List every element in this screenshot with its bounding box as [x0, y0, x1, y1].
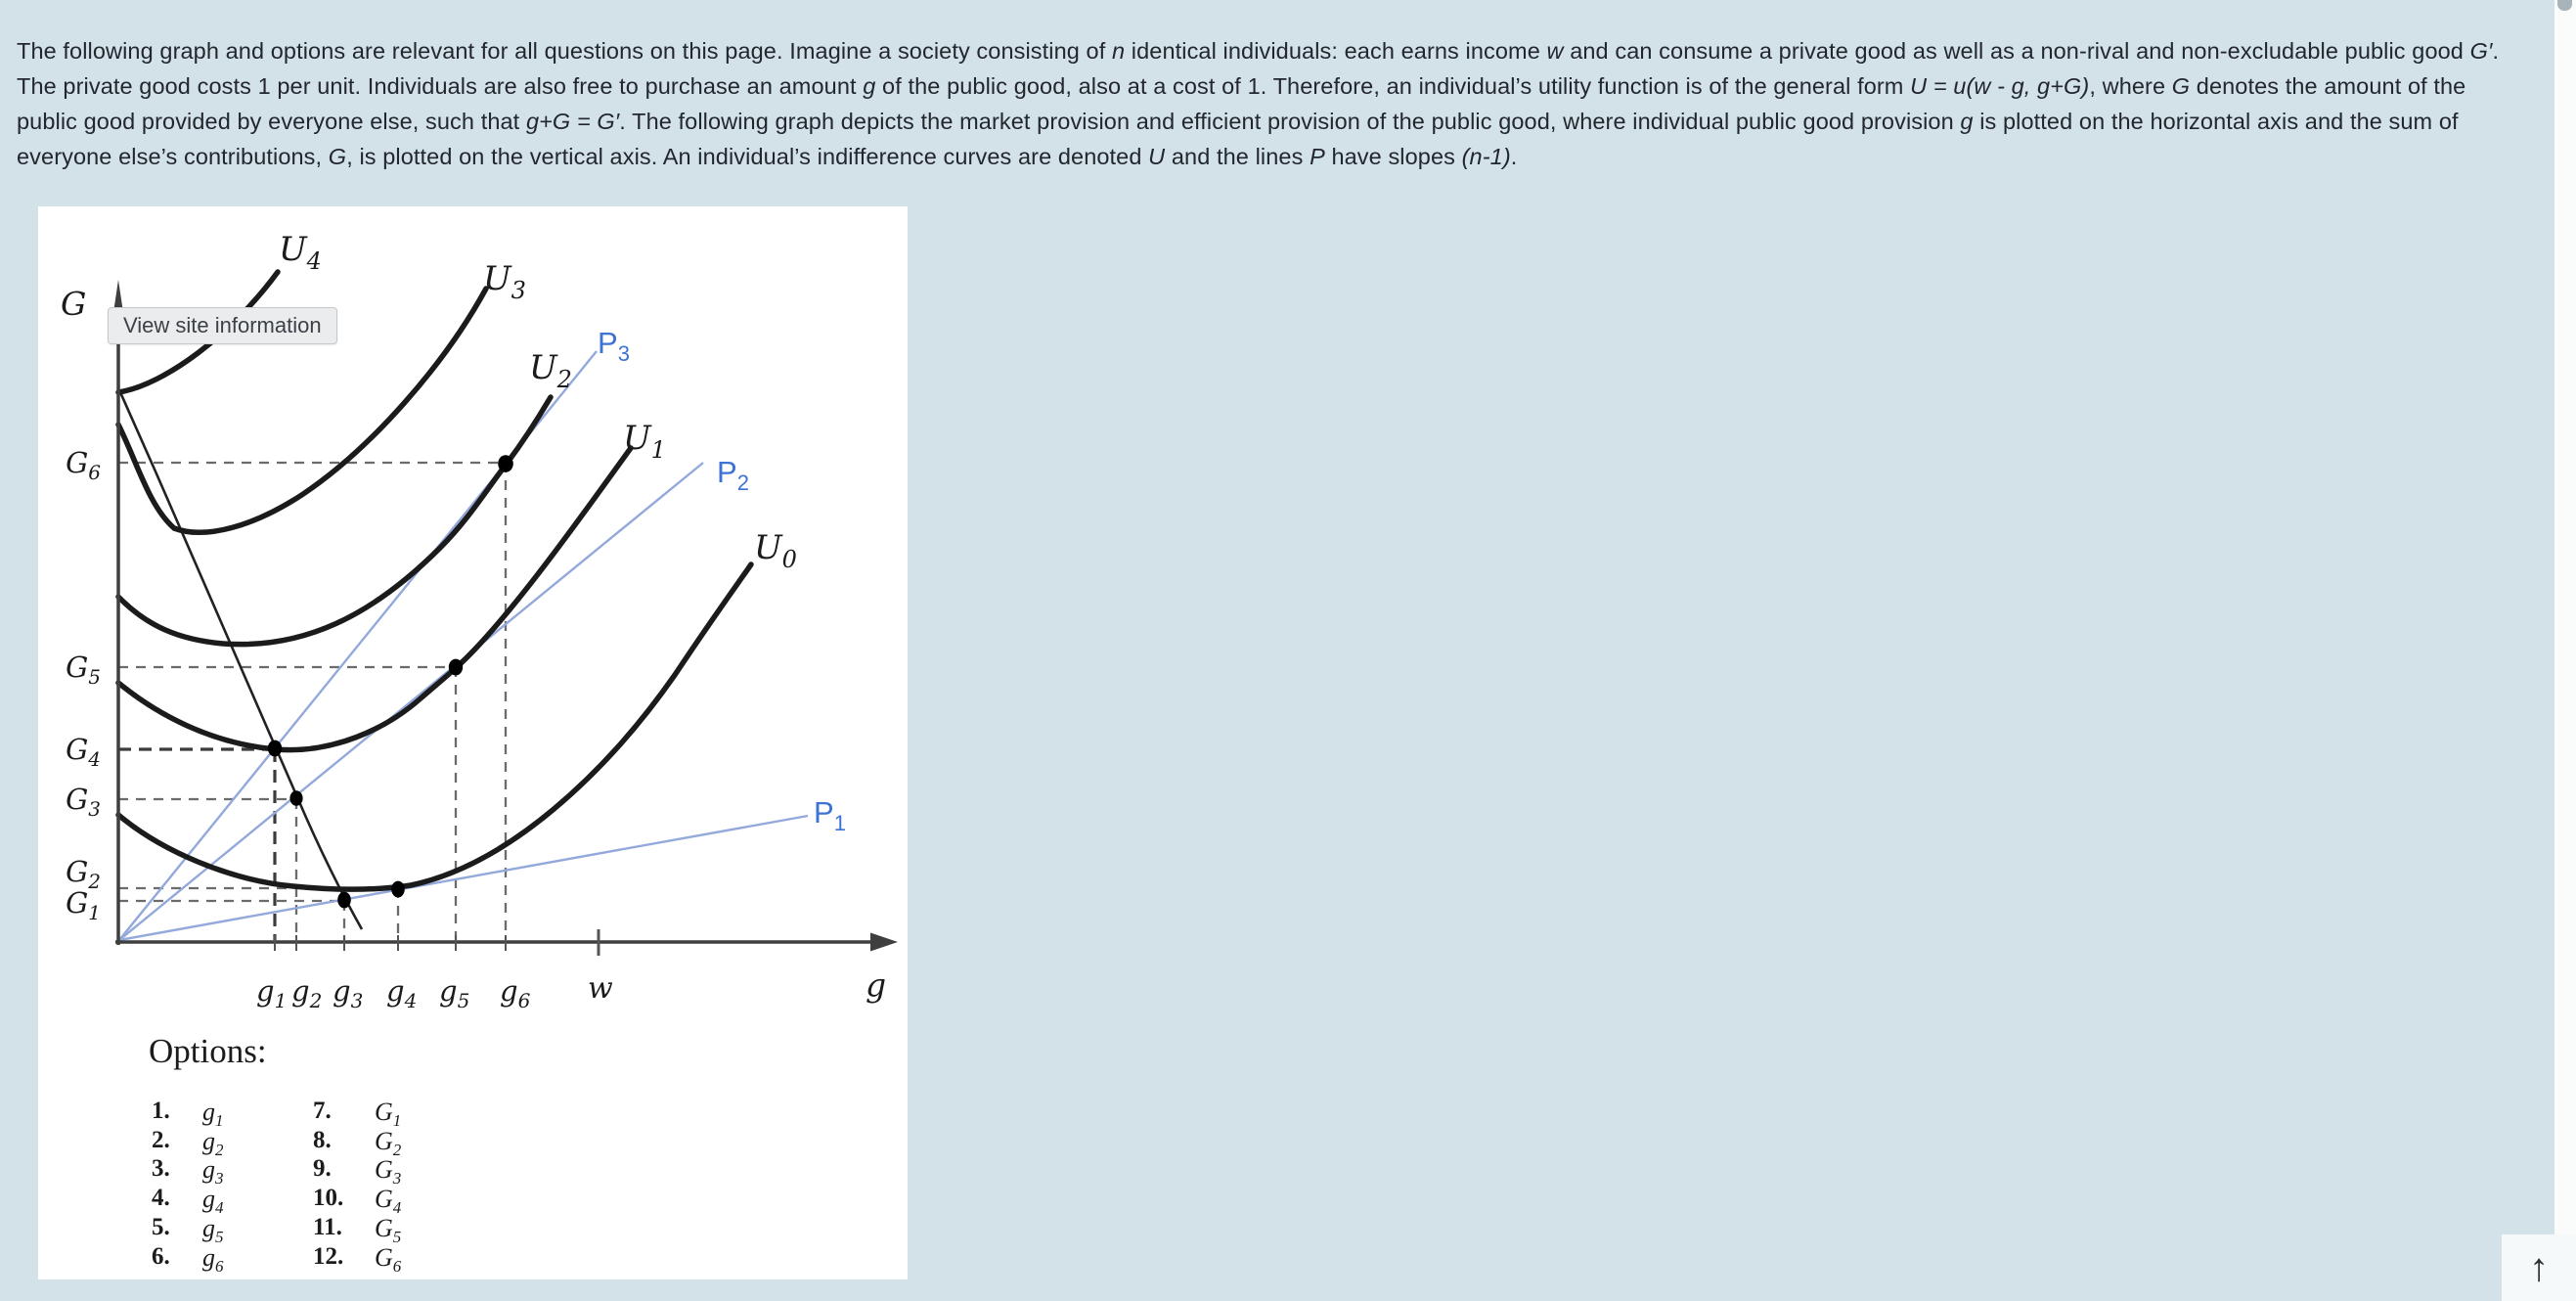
- svg-text:g6: $g_6$: [500, 974, 531, 1012]
- x-axis-value-labels: [256, 974, 531, 1012]
- x-axis-title: g: [866, 965, 887, 1004]
- svg-text:U2: $U_2$: [529, 348, 572, 393]
- svg-text:P3: $P_3$: [598, 326, 630, 366]
- svg-text:P1: $P_1$: [814, 795, 846, 835]
- option-item: $g_3$: [202, 1155, 224, 1189]
- option-number: 1.: [152, 1098, 170, 1124]
- svg-text:G3: $G_3$: [66, 783, 101, 821]
- back-to-top-button[interactable]: [2502, 1234, 2576, 1301]
- option-number: 8.: [313, 1126, 332, 1153]
- svg-text:G4: $G_4$: [66, 733, 101, 771]
- option-item: $g_4$: [202, 1185, 224, 1218]
- option-number: 10.: [313, 1185, 344, 1212]
- option-item: $G_4$: [375, 1185, 402, 1218]
- dot-g1-G4: [268, 740, 282, 757]
- price-line-labels: [598, 326, 846, 835]
- option-number: 3.: [152, 1155, 170, 1183]
- svg-text:P2: $P_2$: [717, 455, 749, 495]
- svg-text:U0: $U_0$: [754, 528, 797, 573]
- option-item: $g_2$: [202, 1126, 224, 1159]
- option-number: 5.: [152, 1213, 170, 1240]
- indifference-curves: [118, 272, 751, 889]
- up-arrow-icon: ↑: [2529, 1245, 2549, 1289]
- dot-g6-G6: [498, 455, 513, 472]
- svg-text:U3: $U_3$: [483, 259, 526, 304]
- option-item: $g_1$: [202, 1098, 224, 1131]
- price-line-p1: [119, 816, 808, 940]
- w-label: w: [588, 971, 613, 1006]
- y-axis-arrow: [114, 280, 123, 309]
- option-number: 9.: [313, 1155, 332, 1183]
- graph-panel: [38, 206, 908, 1279]
- svg-text:U4: $U_4$: [279, 230, 322, 275]
- tooltip-text: View site information: [123, 313, 322, 337]
- curve-labels: [279, 230, 797, 573]
- svg-text:g4: $g_4$: [386, 974, 418, 1012]
- svg-text:G6: $G_6$: [66, 446, 101, 484]
- dot-g4-G2: [391, 881, 405, 898]
- option-item: $G_5$: [375, 1213, 402, 1246]
- option-number: 6.: [152, 1242, 170, 1270]
- option-number: 2.: [152, 1126, 170, 1153]
- curve-u0: [118, 564, 751, 889]
- option-item: $g_5$: [202, 1213, 224, 1246]
- option-number: 12.: [313, 1242, 344, 1270]
- svg-text:g3: $g_3$: [333, 974, 364, 1012]
- x-axis-arrow: [870, 933, 898, 952]
- scrollbar-thumb[interactable]: [2557, 0, 2572, 11]
- option-item: $G_2$: [375, 1126, 402, 1159]
- svg-text:U1: $U_1$: [623, 419, 666, 464]
- option-item: $G_6$: [375, 1242, 402, 1276]
- svg-text:g2: $g_2$: [291, 974, 323, 1012]
- svg-text:g1: $g_1$: [256, 974, 288, 1012]
- equilibrium-dots: [268, 455, 513, 908]
- option-number: 4.: [152, 1185, 170, 1212]
- site-information-tooltip: [108, 307, 337, 344]
- options-heading: Options:: [149, 1032, 267, 1070]
- svg-text:G2: $G_2$: [66, 855, 101, 893]
- y-axis-value-labels: [66, 446, 101, 924]
- option-number: 7.: [313, 1098, 332, 1124]
- option-item: $G_1$: [375, 1098, 402, 1131]
- option-item: $G_3$: [375, 1155, 402, 1189]
- option-number: 11.: [313, 1213, 342, 1240]
- intro-paragraph: The following graph and options are relevant for all questions on this page. Imagine a society consisting of n identical individuals: each earns income w and can consume a private good as well as a non-rival and non-excludable public good G′. The private good costs 1 per unit. Individuals are also free to purchase an amount g of the public good, also at a cost of 1. Therefore, an individual’s utility function is of the general form U = u(w - g, g+G), where G denotes the amount of the public good provided by everyone else, such that g+G = G′. The following graph depicts the market provision and efficient provision of the public good, where individual public good provision g is plotted on the horizontal axis and the sum of everyone else’s contributions, G, is plotted on the vertical axis. An individual’s indifference curves are denoted U and the lines P have slopes (n-1).: [17, 37, 2500, 169]
- y-axis-title: G: [61, 285, 87, 323]
- dot-g2-G3: [289, 790, 302, 806]
- svg-text:g5: $g_5$: [439, 974, 470, 1012]
- scrollbar-track[interactable]: [2554, 0, 2576, 1301]
- dot-g3-G1: [337, 892, 351, 909]
- curve-u2: [118, 397, 551, 645]
- svg-text:G5: $G_5$: [66, 650, 101, 689]
- reaction-line: [120, 392, 362, 929]
- svg-text:G1: $G_1$: [66, 886, 101, 924]
- option-item: $g_6$: [202, 1242, 224, 1276]
- dot-g5-G5: [449, 659, 463, 676]
